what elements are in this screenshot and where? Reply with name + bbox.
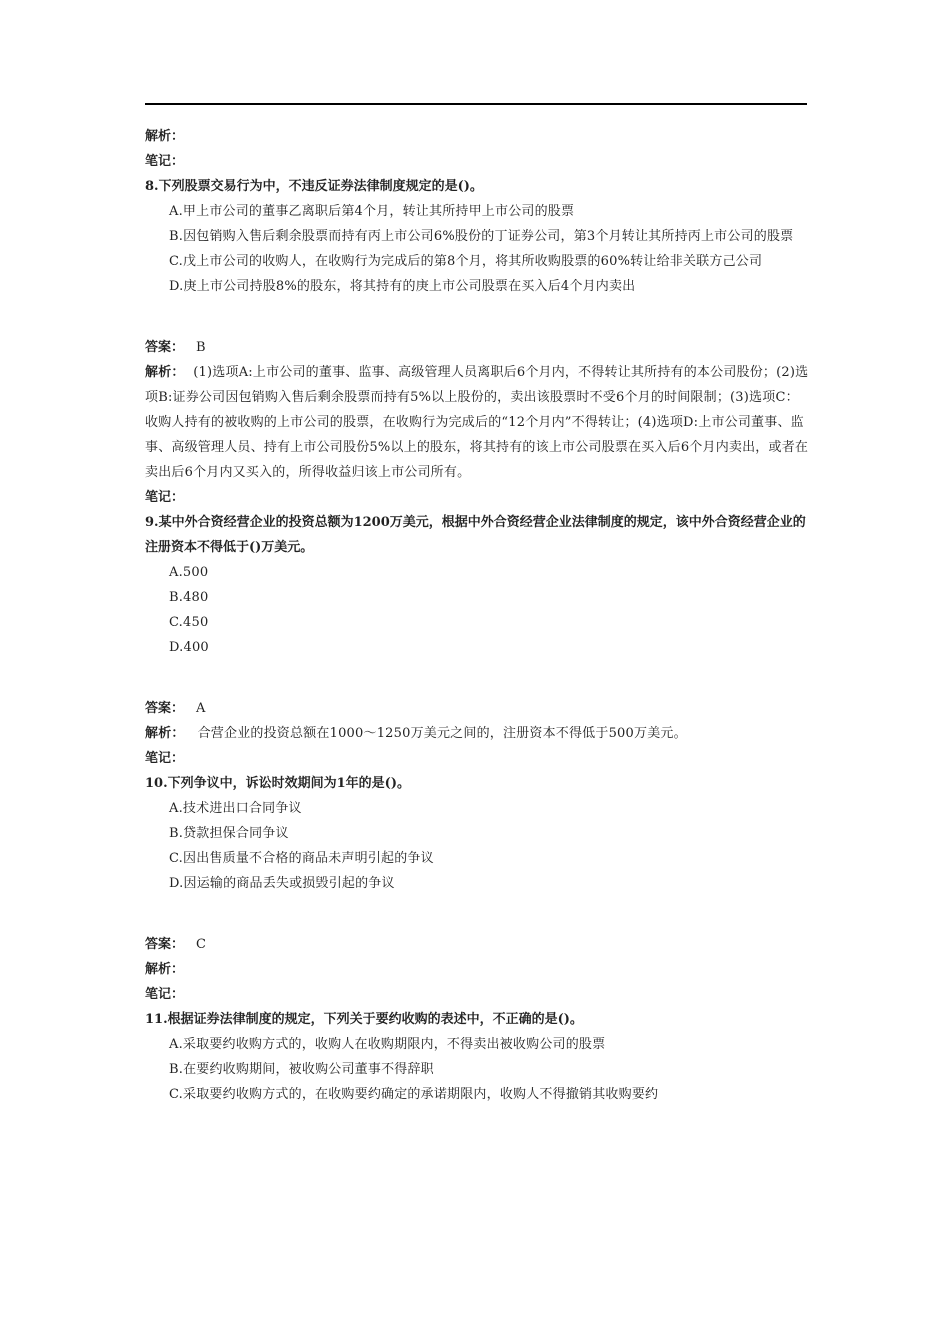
answer-value: A [196, 701, 206, 716]
option-d: D.400 [169, 640, 209, 655]
option-c: C.因出售质量不合格的商品未声明引起的争议 [169, 851, 434, 866]
analysis-row [145, 721, 810, 746]
option-b: B.480 [169, 590, 209, 605]
question-text: 10.下列争议中，诉讼时效期间为1年的是()。 [145, 776, 410, 791]
option-b: B.在要约收购期间，被收购公司董事不得辞职 [169, 1062, 434, 1077]
option-a: A.采取要约收购方式的，收购人在收购期限内，不得卖出被收购公司的股票 [169, 1037, 606, 1052]
document-content [145, 124, 810, 1107]
option-d: D.因运输的商品丢失或损毁引起的争议 [169, 876, 395, 891]
option-a: A.500 [169, 565, 209, 580]
answer-label: 答案： [145, 340, 185, 355]
analysis-label: 解析： [145, 962, 185, 977]
answer-label: 答案： [145, 701, 185, 716]
analysis-text: (1)选项A:上市公司的董事、监事、高级管理人员离职后6个月内，不得转让其所持有的本公司股份；(2)选项B:证券公司因包销购入售后剩余股票而持有5%以上股份的，卖出该股票时不受6个月的时间限制；(3)选项C：收购人持有的被收购的上市公司的股票，在收购行为完成后的“12个月内”不得转让；(4)选项D:上市公司董事、监事、高级管理人员、持有上市公司股份5%以上的股东，将其持有的该上市公司股票在买入后6个月内卖出，或者在卖出后6个月内又买入的，所得收益归该上市公司所有。 [145, 365, 809, 480]
option-a: A.技术进出口合同争议 [169, 801, 302, 816]
answer-label: 答案： [145, 937, 185, 952]
analysis-row [145, 360, 810, 485]
top-divider [145, 103, 807, 105]
option-b: B.贷款担保合同争议 [169, 826, 289, 841]
question-text: 11.根据证券法律制度的规定，下列关于要约收购的表述中，不正确的是()。 [145, 1012, 583, 1027]
answer-value: C [196, 937, 206, 952]
option-c: C.采取要约收购方式的，在收购要约确定的承诺期限内，收购人不得撤销其收购要约 [169, 1087, 659, 1102]
notes-label: 笔记： [145, 987, 185, 1002]
notes-label: 笔记： [145, 154, 185, 169]
analysis-label: 解析： [145, 129, 185, 144]
option-c: C.450 [169, 615, 209, 630]
question-text: 9.某中外合资经营企业的投资总额为1200万美元，根据中外合资经营企业法律制度的规定，该中外合资经营企业的注册资本不得低于()万美元。 [145, 515, 806, 555]
notes-label: 笔记： [145, 490, 185, 505]
question-block-8 [145, 174, 810, 510]
answer-row [145, 335, 810, 360]
option-a: A.甲上市公司的董事乙离职后第4个月，转让其所持甲上市公司的股票 [169, 204, 575, 219]
analysis-text: 合营企业的投资总额在1000～1250万美元之间的，注册资本不得低于500万美元。 [197, 726, 687, 741]
analysis-label: 解析： [145, 365, 185, 380]
option-b: B.因包销购入售后剩余股票而持有丙上市公司6%股份的丁证券公司，第3个月转让其所持丙上市公司的股票 [169, 229, 794, 244]
answer-row [145, 696, 810, 721]
answer-row [145, 932, 810, 957]
option-c: C.戊上市公司的收购人，在收购行为完成后的第8个月，将其所收购股票的60%转让给非关联方己公司 [169, 254, 763, 269]
question-block-10 [145, 771, 810, 1007]
option-d: D.庚上市公司持股8%的股东，将其持有的庚上市公司股票在买入后4个月内卖出 [169, 279, 636, 294]
question-text: 8.下列股票交易行为中，不违反证券法律制度规定的是()。 [145, 179, 483, 194]
analysis-label: 解析： [145, 726, 185, 741]
question-block-11 [145, 1007, 810, 1107]
question-block-9 [145, 510, 810, 771]
notes-label: 笔记： [145, 751, 185, 766]
answer-value: B [196, 340, 206, 355]
